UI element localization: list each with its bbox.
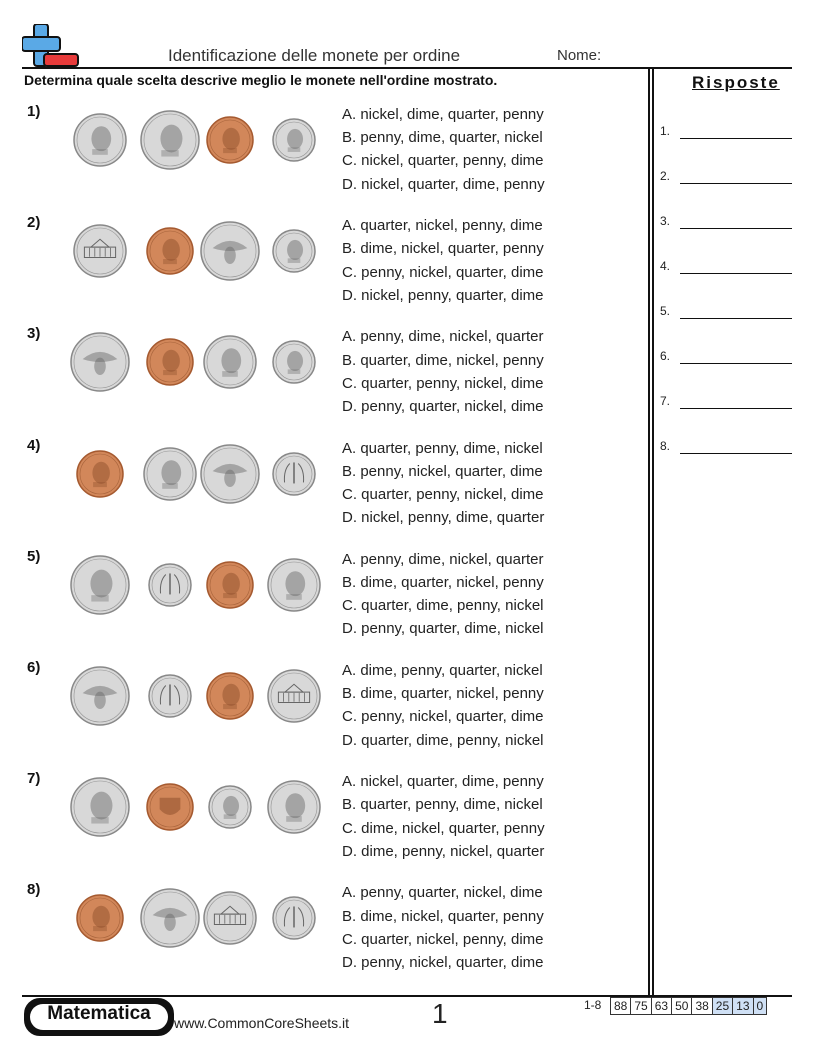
answer-number: 8. [660,439,671,453]
score-cell: 50 [672,998,692,1015]
column-divider [648,69,650,995]
option[interactable]: A. penny, quarter, nickel, dime [342,884,543,902]
question [24,548,644,640]
coin-dime-back [149,564,191,606]
worksheet-title: Identificazione delle monete per ordine [168,46,461,65]
coin-dime-back [273,897,315,939]
question [24,437,644,529]
option[interactable]: C. quarter, dime, penny, nickel [342,597,544,615]
coin-penny-front [207,562,253,608]
option[interactable]: B. penny, dime, quarter, nickel [342,129,543,147]
coin-nickel-back [268,670,320,722]
score-cell: 63 [651,998,671,1015]
coin-dime-front [273,341,315,383]
question-number: 8) [27,881,41,899]
answer-number: 5. [660,304,671,318]
coin-penny-front [207,673,253,719]
answers-title: Risposte [692,73,780,92]
question [24,325,644,417]
coin-quarter-back [201,222,259,280]
option[interactable]: B. dime, quarter, nickel, penny [342,574,544,591]
answer-number: 6. [660,349,671,363]
option[interactable]: C. quarter, penny, nickel, dime [342,486,544,503]
option[interactable]: A. quarter, penny, dime, nickel [342,439,543,457]
coin-row [50,770,330,850]
coin-nickel-front [268,559,320,611]
coin-nickel-front [144,448,196,500]
score-cell: 13 [733,998,753,1015]
option-list [342,437,544,530]
answer-row [660,439,800,459]
option[interactable]: A. dime, penny, quarter, nickel [342,662,543,679]
option[interactable]: C. quarter, penny, nickel, dime [342,374,544,392]
option[interactable]: D. nickel, quarter, dime, penny [342,175,545,193]
coin-nickel-back [204,892,256,944]
coin-quarter-front [141,111,199,169]
logo-plus-minus-icon [22,24,80,68]
answer-row [660,304,800,324]
coin-quarter-back [141,889,199,947]
name-label: Nome: [557,47,602,64]
column-divider [652,69,654,995]
score-cell: 0 [753,998,767,1015]
coin-dime-front [273,119,315,161]
option[interactable]: D. nickel, penny, quarter, dime [342,286,544,304]
question-number: 4) [27,436,41,454]
question-number: 5) [27,547,41,565]
question-number: 7) [27,770,41,788]
answer-blank[interactable] [680,408,792,409]
answer-row [660,124,800,144]
score-cell: 88 [611,998,631,1015]
option[interactable]: C. penny, nickel, quarter, dime [342,263,544,281]
coin-quarter-back [201,445,259,503]
answer-blank[interactable] [680,138,792,139]
score-cell: 75 [631,998,651,1015]
answer-number: 4. [660,259,671,273]
coin-dime-front [273,230,315,272]
question [24,103,644,195]
coin-row [50,881,330,961]
answer-blank[interactable] [680,453,792,454]
option[interactable]: B. quarter, dime, nickel, penny [342,351,544,369]
brand-badge [24,998,174,1036]
coin-quarter-front [71,556,129,614]
option[interactable]: B. penny, nickel, quarter, dime [342,462,543,480]
coin-row [50,659,330,739]
option[interactable]: A. penny, dime, nickel, quarter [342,328,544,346]
coin-quarter-back [71,333,129,391]
page-number: 1 [432,998,448,1029]
coin-row [50,214,330,294]
option[interactable]: A. quarter, nickel, penny, dime [342,217,543,235]
score-cell: 25 [712,998,732,1015]
answer-number: 2. [660,169,671,183]
answer-blank[interactable] [680,363,792,364]
answer-row [660,214,800,234]
answer-blank[interactable] [680,318,792,319]
brand-label: Matematica [47,1003,151,1024]
coin-penny-back [147,784,193,830]
answer-row [660,349,800,369]
option-list [342,770,545,863]
answer-row [660,169,800,189]
coin-nickel-front [204,336,256,388]
question [24,770,644,862]
option-list [342,214,544,307]
question-number: 1) [27,103,41,120]
coin-quarter-front [71,778,129,836]
coin-dime-back [149,675,191,717]
option-list [342,548,544,641]
answer-row [660,259,800,279]
option-list [342,325,544,418]
coin-nickel-front [268,781,320,833]
option[interactable]: B. dime, quarter, nickel, penny [342,685,544,703]
coin-penny-front [77,895,123,941]
option[interactable]: A. nickel, quarter, dime, penny [342,773,544,791]
coin-penny-front [147,228,193,274]
option[interactable]: B. dime, nickel, quarter, penny [342,907,544,925]
instructions: Determina quale scelta descrive meglio le monete nell'ordine mostrato. [24,72,498,88]
question-number: 3) [27,325,41,343]
answer-blank[interactable] [680,228,792,229]
option[interactable]: C. nickel, quarter, penny, dime [342,152,544,170]
option[interactable]: D. dime, penny, nickel, quarter [342,842,545,860]
coin-row [50,548,330,628]
question [24,881,644,973]
coin-dime-back [273,453,315,495]
score-range-label: 1-8 [584,998,602,1012]
coin-penny-front [77,451,123,497]
coin-penny-front [147,339,193,385]
option[interactable]: C. penny, nickel, quarter, dime [342,708,544,726]
coin-row [50,437,330,517]
top-divider [22,67,792,69]
option[interactable]: D. penny, quarter, dime, nickel [342,620,544,638]
coin-row [50,103,330,183]
answer-row [660,394,800,414]
option[interactable]: B. dime, nickel, quarter, penny [342,240,544,258]
option-list [342,103,545,196]
option[interactable]: A. penny, dime, nickel, quarter [342,550,544,568]
option[interactable]: D. nickel, penny, dime, quarter [342,509,545,527]
answer-number: 3. [660,214,671,228]
coin-nickel-front [74,114,126,166]
option-list [342,881,544,974]
score-table [610,997,767,1015]
answer-blank[interactable] [680,273,792,274]
option[interactable]: D. penny, quarter, nickel, dime [342,398,544,415]
option[interactable]: C. dime, nickel, quarter, penny [342,819,545,837]
site-url[interactable]: www.CommonCoreSheets.it [174,1015,350,1031]
answer-number: 7. [660,394,671,408]
coin-row [50,325,330,405]
answer-blank[interactable] [680,183,792,184]
question-number: 6) [27,659,41,676]
score-cell: 38 [692,998,712,1015]
option[interactable]: D. penny, nickel, quarter, dime [342,954,544,971]
coin-dime-front [209,786,251,828]
option[interactable]: B. quarter, penny, dime, nickel [342,796,543,814]
coin-quarter-back [71,667,129,725]
option[interactable]: A. nickel, dime, quarter, penny [342,106,544,123]
option[interactable]: C. quarter, nickel, penny, dime [342,930,544,948]
coin-nickel-back [74,225,126,277]
question [24,214,644,306]
question-number: 2) [27,214,41,232]
answer-number: 1. [660,124,671,138]
option[interactable]: D. quarter, dime, penny, nickel [342,731,544,749]
question [24,659,644,751]
option-list [342,659,544,752]
coin-penny-front [207,117,253,163]
